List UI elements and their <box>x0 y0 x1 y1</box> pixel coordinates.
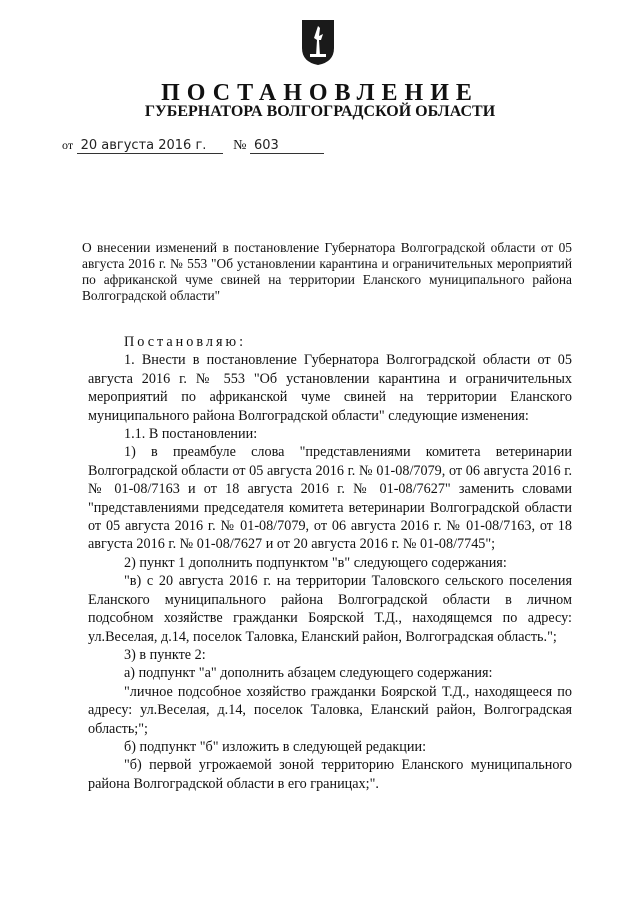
document-subject: О внесении изменений в постановление Губернатора Волгоградской области от 05 августа 2016 г. № 553 "Об установлении карантина и ограничительных мероприятий по африканской чуме свиней на территории Еланского муниципального района Волгоградской области" <box>82 240 572 303</box>
paragraph: а) подпункт "а" дополнить абзацем следующего содержания: <box>124 665 493 682</box>
document-title: ПОСТАНОВЛЕНИЕ <box>161 80 479 106</box>
date-from-label: от <box>62 138 74 152</box>
coat-of-arms-icon <box>300 18 336 66</box>
paragraph: 1) в преамбуле слова "представлениями комитета ветеринарии Волгоградской области от 05 августа 2016 г. № 01-08/7079, от 06 августа 2016 г. № 01-08/7163 и от 18 августа 2016 г. № 01-08/7627" заменить словами "представлениями председателя комитета ветеринарии Волгоградской области от 05 августа 2016 г. № 01-08/7079, от 06 августа 2016 г. № 01-08/7163, от 18 августа 2016 г. № 01-08/7627 и от 20 августа 2016 г. № 01-08/7745"; <box>88 444 572 553</box>
document-subtitle: ГУБЕРНАТОРА ВОЛГОГРАДСКОЙ ОБЛАСТИ <box>144 103 496 120</box>
paragraph: 3) в пункте 2: <box>124 646 206 663</box>
paragraph: "личное подсобное хозяйство гражданки Боярской Т.Д., находящееся по адресу: ул.Веселая, д.14, поселок Таловка, Еланский район, Волгоградская область;"; <box>88 683 572 737</box>
paragraph: б) подпункт "б" изложить в следующей редакции: <box>124 738 427 755</box>
document-number: 603 <box>250 138 324 154</box>
paragraph: "в) с 20 августа 2016 г. на территории Таловского сельского поселения Еланского муниципального района Волгоградской области в личном подсобном хозяйстве гражданки Боярской Т.Д., находящемся по адресу: ул.Веселая, д.14, поселок Таловка, Еланский район, Волгоградская область."; <box>88 573 572 645</box>
dateline <box>62 138 324 154</box>
paragraph: 1.1. В постановлении: <box>124 426 258 443</box>
decree-word: Постановляю: <box>124 334 247 350</box>
document-date: 20 августа 2016 г. <box>77 138 223 154</box>
number-label: № <box>233 138 247 153</box>
paragraph: "б) первой угрожаемой зоной территорию Еланского муниципального района Волгоградской области в его границах;". <box>88 757 572 792</box>
document-body <box>88 333 572 793</box>
paragraph: 2) пункт 1 дополнить подпунктом "в" следующего содержания: <box>124 554 507 571</box>
paragraph: 1. Внести в постановление Губернатора Волгоградской области от 05 августа 2016 г. № 553 "Об установлении карантина и ограничительных мероприятий по африканской чуме свиней на территории Еланского муниципального района Волгоградской области" следующие изменения: <box>88 352 572 424</box>
